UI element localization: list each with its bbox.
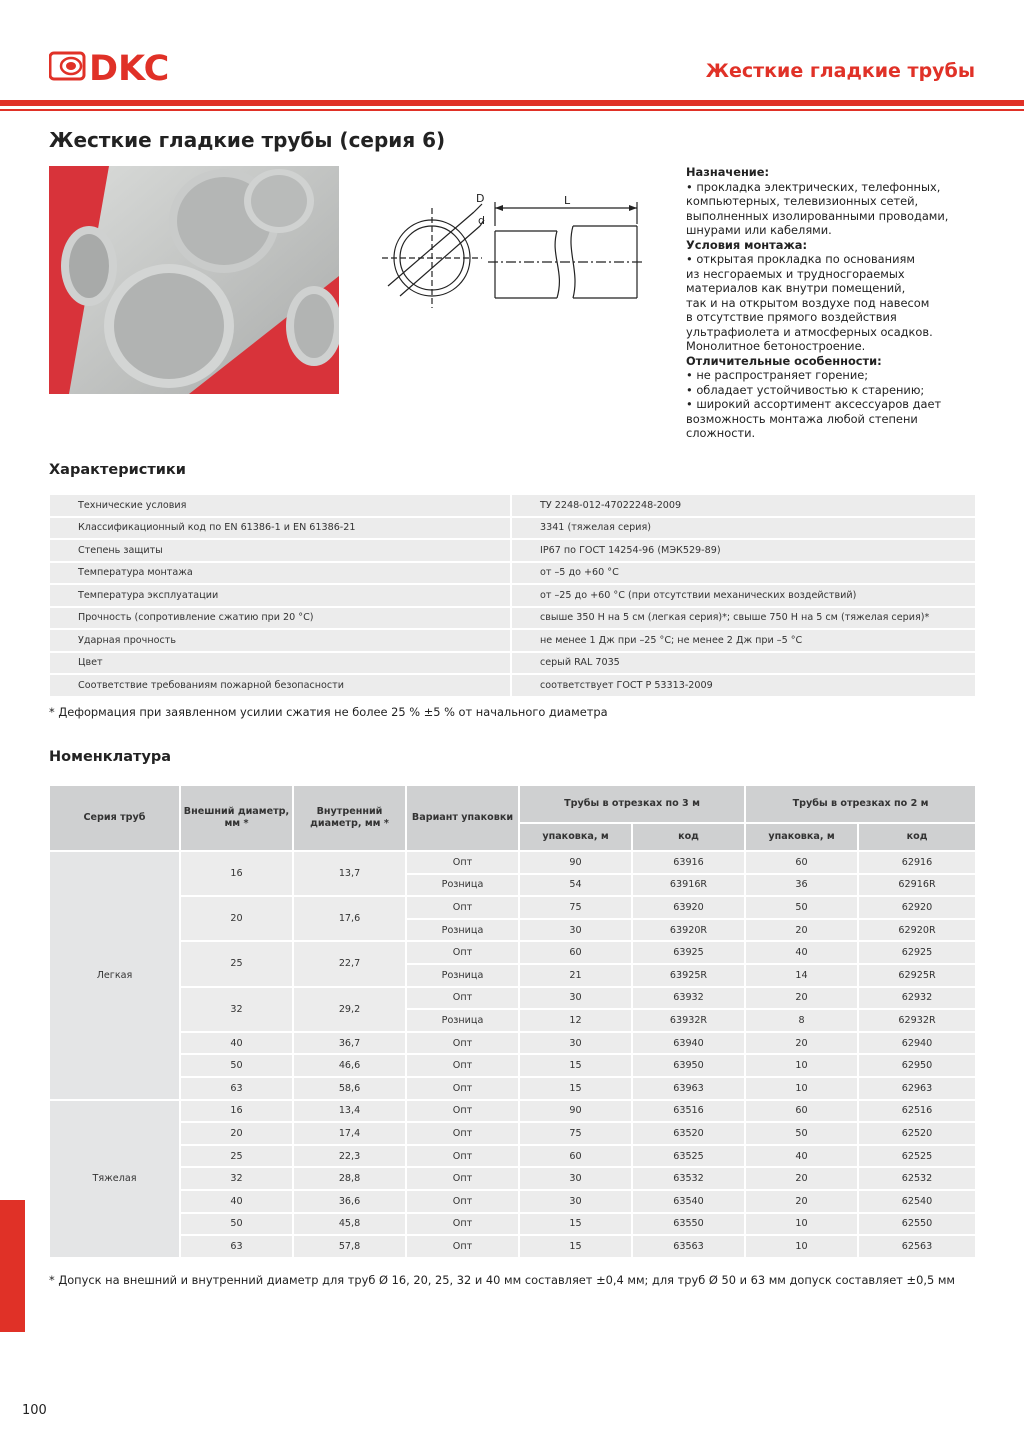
outer-diameter: 20 <box>181 1123 294 1146</box>
spec-key: Соответствие требованиям пожарной безопасности <box>50 675 512 698</box>
code-3: 63525 <box>633 1146 746 1169</box>
spec-value: ТУ 2248-012-47022248-2009 <box>512 495 975 518</box>
header-group-2m: Трубы в отрезках по 2 м <box>746 786 975 824</box>
header-inner-diameter: Внутренний диаметр, мм * <box>294 786 407 852</box>
outer-diameter: 32 <box>181 988 294 1033</box>
code-2: 62916R <box>859 875 975 898</box>
spec-key: Степень защиты <box>50 540 512 563</box>
spec-value: от –5 до +60 °С <box>512 563 975 586</box>
inner-diameter: 36,6 <box>294 1191 407 1214</box>
table-row <box>50 1236 975 1259</box>
inner-diameter: 57,8 <box>294 1236 407 1259</box>
code-3: 63932 <box>633 988 746 1011</box>
table-row <box>50 563 975 586</box>
table-row <box>50 1214 975 1237</box>
table-row <box>50 675 975 698</box>
pack-variant: Опт <box>407 988 520 1011</box>
table-row <box>50 942 975 965</box>
info-line: • обладает устойчивостью к старению; <box>686 382 925 397</box>
spec-key: Технические условия <box>50 495 512 518</box>
code-3: 63963 <box>633 1078 746 1101</box>
label-D: D <box>476 192 485 205</box>
info-heading: Отличительные особенности: <box>686 353 882 368</box>
info-line: • открытая прокладка по основаниям <box>686 252 915 266</box>
info-line: Монолитное бетоностроение. <box>686 339 866 353</box>
pack-variant: Опт <box>407 1168 520 1191</box>
code-2: 62550 <box>859 1214 975 1237</box>
outer-diameter: 20 <box>181 897 294 942</box>
inner-diameter: 58,6 <box>294 1078 407 1101</box>
label-L: L <box>564 194 571 207</box>
inner-diameter: 45,8 <box>294 1214 407 1237</box>
pack-m-2: 40 <box>746 1146 859 1169</box>
pack-m-3: 12 <box>520 1010 633 1033</box>
code-2: 62916 <box>859 852 975 875</box>
code-3: 63920R <box>633 920 746 943</box>
code-3: 63932R <box>633 1010 746 1033</box>
pack-variant: Опт <box>407 1146 520 1169</box>
code-2: 62920 <box>859 897 975 920</box>
code-2: 62532 <box>859 1168 975 1191</box>
outer-diameter: 63 <box>181 1078 294 1101</box>
code-2: 62950 <box>859 1055 975 1078</box>
pack-m-3: 90 <box>520 852 633 875</box>
table-row <box>50 897 975 920</box>
pack-variant: Опт <box>407 1123 520 1146</box>
code-3: 63925R <box>633 965 746 988</box>
code-3: 63540 <box>633 1191 746 1214</box>
header-outer-diameter: Внешний диаметр, мм * <box>181 786 294 852</box>
pack-m-3: 75 <box>520 897 633 920</box>
spec-value: не менее 1 Дж при –25 °С; не менее 2 Дж при –5 °С <box>512 630 975 653</box>
inner-diameter: 28,8 <box>294 1168 407 1191</box>
table-row <box>50 585 975 608</box>
outer-diameter: 32 <box>181 1168 294 1191</box>
pack-variant: Опт <box>407 1078 520 1101</box>
product-info <box>686 165 986 441</box>
header-code-2: код <box>859 824 975 852</box>
header-group-3m: Трубы в отрезках по 3 м <box>520 786 746 824</box>
pack-m-2: 60 <box>746 1101 859 1124</box>
pack-variant: Опт <box>407 942 520 965</box>
pack-variant: Розница <box>407 1010 520 1033</box>
header-series: Серия труб <box>50 786 181 852</box>
pack-m-3: 15 <box>520 1236 633 1259</box>
code-3: 63532 <box>633 1168 746 1191</box>
outer-diameter: 50 <box>181 1214 294 1237</box>
pack-m-3: 30 <box>520 920 633 943</box>
characteristics-title: Характеристики <box>49 462 186 478</box>
table-row <box>50 852 975 875</box>
pack-variant: Опт <box>407 897 520 920</box>
pack-variant: Розница <box>407 965 520 988</box>
pack-m-3: 60 <box>520 942 633 965</box>
page-title: Жесткие гладкие трубы (серия 6) <box>49 128 446 152</box>
characteristics-table <box>50 495 975 698</box>
spec-value: серый RAL 7035 <box>512 653 975 676</box>
outer-diameter: 40 <box>181 1191 294 1214</box>
spec-value: соответствует ГОСТ Р 53313-2009 <box>512 675 975 698</box>
code-3: 63940 <box>633 1033 746 1056</box>
spec-value: 3341 (тяжелая серия) <box>512 518 975 541</box>
characteristics-note: * Деформация при заявленном усилии сжатия не более 25 % ±5 % от начального диаметра <box>49 705 608 719</box>
outer-diameter: 16 <box>181 1101 294 1124</box>
info-line: шнурами или кабелями. <box>686 223 832 237</box>
code-3: 63516 <box>633 1101 746 1124</box>
code-2: 62563 <box>859 1236 975 1259</box>
info-line: так и на открытом воздухе под навесом <box>686 295 930 310</box>
code-2: 62963 <box>859 1078 975 1101</box>
outer-diameter: 50 <box>181 1055 294 1078</box>
pack-m-3: 30 <box>520 988 633 1011</box>
nomenclature-note: * Допуск на внешний и внутренний диаметр для труб Ø 16, 20, 25, 32 и 40 мм составляет ±0,4 мм; для труб Ø 50 и 63 мм допуск составляет ±0,5 мм <box>49 1273 956 1287</box>
inner-diameter: 22,7 <box>294 942 407 987</box>
info-line: материалов как внутри помещений, <box>686 281 906 295</box>
inner-diameter: 17,4 <box>294 1123 407 1146</box>
pack-m-2: 40 <box>746 942 859 965</box>
product-photo <box>49 166 339 394</box>
dkc-logo <box>49 49 239 83</box>
pack-m-2: 20 <box>746 1033 859 1056</box>
header-pack-m-3: упаковка, м <box>520 824 633 852</box>
pack-variant: Опт <box>407 852 520 875</box>
header-pack-m-2: упаковка, м <box>746 824 859 852</box>
label-d: d <box>478 214 485 227</box>
pack-m-3: 54 <box>520 875 633 898</box>
pack-m-2: 20 <box>746 1168 859 1191</box>
header-pack-variant: Вариант упаковки <box>407 786 520 852</box>
pack-variant: Розница <box>407 920 520 943</box>
pack-m-2: 36 <box>746 875 859 898</box>
info-line: ультрафиолета и атмосферных осадков. <box>686 324 933 339</box>
inner-diameter: 22,3 <box>294 1146 407 1169</box>
outer-diameter: 40 <box>181 1033 294 1056</box>
pack-variant: Розница <box>407 875 520 898</box>
info-line: • прокладка электрических, телефонных, <box>686 179 941 194</box>
code-3: 63950 <box>633 1055 746 1078</box>
pack-variant: Опт <box>407 1033 520 1056</box>
outer-diameter: 25 <box>181 1146 294 1169</box>
info-line: • широкий ассортимент аксессуаров дает <box>686 397 942 411</box>
info-line: возможность монтажа любой степени <box>686 411 918 426</box>
code-3: 63563 <box>633 1236 746 1259</box>
table-row <box>50 608 975 631</box>
table-row <box>50 1033 975 1056</box>
pack-m-3: 30 <box>520 1033 633 1056</box>
spec-key: Цвет <box>50 653 512 676</box>
info-line: компьютерных, телевизионных сетей, <box>686 194 919 208</box>
code-2: 62525 <box>859 1146 975 1169</box>
table-row <box>50 630 975 653</box>
pack-m-2: 50 <box>746 897 859 920</box>
table-row <box>50 988 975 1011</box>
info-purpose <box>686 165 986 238</box>
pack-variant: Опт <box>407 1214 520 1237</box>
table-row <box>50 653 975 676</box>
pack-m-3: 21 <box>520 965 633 988</box>
info-line: выполненных изолированными проводами, <box>686 208 949 223</box>
inner-diameter: 36,7 <box>294 1033 407 1056</box>
nomenclature-table <box>50 786 975 1259</box>
pack-variant: Опт <box>407 1101 520 1124</box>
pack-m-2: 10 <box>746 1214 859 1237</box>
info-line: в отсутствие прямого воздействия <box>686 310 897 324</box>
pack-m-2: 50 <box>746 1123 859 1146</box>
code-2: 62925 <box>859 942 975 965</box>
code-2: 62920R <box>859 920 975 943</box>
inner-diameter: 29,2 <box>294 988 407 1033</box>
spec-key: Температура монтажа <box>50 563 512 586</box>
table-row <box>50 1191 975 1214</box>
logo-text: DKC <box>89 49 170 83</box>
outer-diameter: 16 <box>181 852 294 897</box>
pack-m-3: 60 <box>520 1146 633 1169</box>
spec-key: Прочность (сопротивление сжатию при 20 °С) <box>50 608 512 631</box>
code-2: 62940 <box>859 1033 975 1056</box>
pack-variant: Опт <box>407 1236 520 1259</box>
header-rule <box>0 100 1024 106</box>
pack-m-2: 20 <box>746 988 859 1011</box>
pack-m-3: 15 <box>520 1078 633 1101</box>
pipe-dimension-diagram <box>380 186 645 326</box>
pack-m-3: 75 <box>520 1123 633 1146</box>
inner-diameter: 46,6 <box>294 1055 407 1078</box>
series-cell: Легкая <box>50 852 181 1101</box>
page-number: 100 <box>22 1403 47 1418</box>
info-line: из несгораемых и трудносгораемых <box>686 266 905 281</box>
code-2: 62925R <box>859 965 975 988</box>
pack-variant: Опт <box>407 1055 520 1078</box>
table-row <box>50 495 975 518</box>
nomenclature-title: Номенклатура <box>49 749 172 765</box>
code-3: 63520 <box>633 1123 746 1146</box>
pack-m-3: 15 <box>520 1055 633 1078</box>
spec-value: от –25 до +60 °С (при отсутствии механических воздействий) <box>512 585 975 608</box>
code-2: 62540 <box>859 1191 975 1214</box>
code-3: 63916R <box>633 875 746 898</box>
info-heading: Назначение: <box>686 165 770 179</box>
pack-m-3: 30 <box>520 1168 633 1191</box>
info-line: • не распространяет горение; <box>686 368 869 382</box>
table-row <box>50 1146 975 1169</box>
code-2: 62520 <box>859 1123 975 1146</box>
info-features <box>686 354 986 441</box>
code-2: 62932R <box>859 1010 975 1033</box>
outer-diameter: 25 <box>181 942 294 987</box>
spec-key: Температура эксплуатации <box>50 585 512 608</box>
info-installation <box>686 238 986 354</box>
table-row <box>50 1168 975 1191</box>
code-3: 63916 <box>633 852 746 875</box>
table-row <box>50 1078 975 1101</box>
pack-m-2: 20 <box>746 920 859 943</box>
code-3: 63550 <box>633 1214 746 1237</box>
header-rule-thin <box>0 109 1024 111</box>
outer-diameter: 63 <box>181 1236 294 1259</box>
info-heading: Условия монтажа: <box>686 237 808 252</box>
table-row <box>50 1055 975 1078</box>
pack-m-3: 30 <box>520 1191 633 1214</box>
table-row <box>50 518 975 541</box>
pack-m-2: 20 <box>746 1191 859 1214</box>
spec-value: IP67 по ГОСТ 14254-96 (МЭК529-89) <box>512 540 975 563</box>
pack-m-2: 10 <box>746 1055 859 1078</box>
code-2: 62932 <box>859 988 975 1011</box>
pack-m-3: 90 <box>520 1101 633 1124</box>
pack-m-2: 10 <box>746 1236 859 1259</box>
pack-m-2: 14 <box>746 965 859 988</box>
code-3: 63925 <box>633 942 746 965</box>
table-row <box>50 1101 975 1124</box>
inner-diameter: 13,4 <box>294 1101 407 1124</box>
code-2: 62516 <box>859 1101 975 1124</box>
header-code-3: код <box>633 824 746 852</box>
code-3: 63920 <box>633 897 746 920</box>
series-cell: Тяжелая <box>50 1101 181 1259</box>
info-line: сложности. <box>686 426 756 440</box>
pack-m-2: 60 <box>746 852 859 875</box>
spec-value: свыше 350 Н на 5 см (легкая серия)*; свыше 750 Н на 5 см (тяжелая серия)* <box>512 608 975 631</box>
pack-m-2: 10 <box>746 1078 859 1101</box>
pack-variant: Опт <box>407 1191 520 1214</box>
header-title: Жесткие гладкие трубы <box>705 60 975 82</box>
spec-key: Классификационный код по EN 61386-1 и EN 61386-21 <box>50 518 512 541</box>
pack-m-3: 15 <box>520 1214 633 1237</box>
table-row <box>50 540 975 563</box>
side-accent-bar <box>0 1200 25 1332</box>
table-row <box>50 1123 975 1146</box>
inner-diameter: 13,7 <box>294 852 407 897</box>
pack-m-2: 8 <box>746 1010 859 1033</box>
inner-diameter: 17,6 <box>294 897 407 942</box>
spec-key: Ударная прочность <box>50 630 512 653</box>
